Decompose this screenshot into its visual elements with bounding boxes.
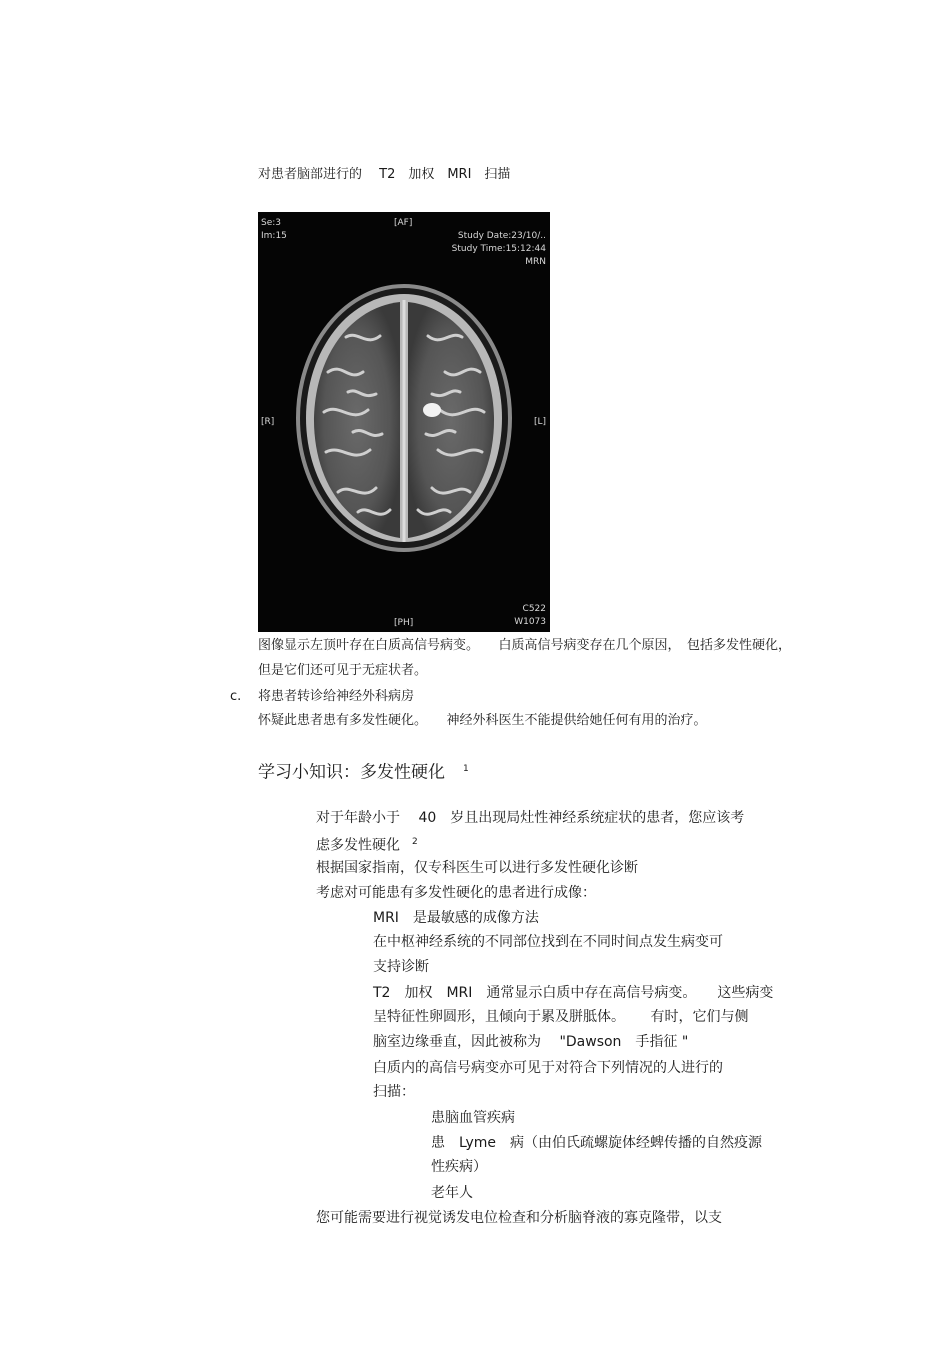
study-time-label: Study Time:15:12:44 bbox=[451, 244, 546, 254]
image-number-label: Im:15 bbox=[261, 231, 287, 241]
sub-bullet-3-line-1: T2 加权 MRI 通常显示白质中存在高信号病变。 这些病变 bbox=[373, 985, 774, 1001]
series-label: Se:3 bbox=[261, 218, 282, 228]
sub-sub-bullet-3: 老年人 bbox=[431, 1185, 473, 1201]
mri-scan-image bbox=[258, 212, 550, 632]
sub-bullet-2-line-1: 在中枢神经系统的不同部位找到在不同时间点发生病变可 bbox=[373, 934, 723, 950]
orientation-bottom-label: [PH] bbox=[394, 618, 414, 628]
sub-bullet-3-line-2: 呈特征性卵圆形，且倾向于累及胼胝体。 有时，它们与侧 bbox=[373, 1009, 749, 1025]
brain-mri-graphic bbox=[258, 212, 550, 632]
mrn-label: MRN bbox=[525, 257, 546, 267]
study-date-label: Study Date:23/10/.. bbox=[457, 231, 546, 241]
sub-sub-bullet-2-line-2: 性疾病） bbox=[431, 1159, 487, 1175]
section-title-text: 学习小知识：多发性硬化 bbox=[258, 762, 445, 783]
orientation-right-label: [R] bbox=[261, 417, 275, 427]
orientation-top-label: [AF] bbox=[394, 218, 413, 228]
sub-bullet-1: MRI 是最敏感的成像方法 bbox=[373, 910, 539, 926]
bullet-3: 考虑对可能患有多发性硬化的患者进行成像： bbox=[316, 885, 596, 901]
sub-bullet-2-line-2: 支持诊断 bbox=[373, 959, 429, 975]
bullet-1-line-2 bbox=[316, 833, 418, 855]
bullet-4: 您可能需要进行视觉诱发电位检查和分析脑脊液的寡克隆带，以支 bbox=[316, 1210, 722, 1226]
findings-line-2: 但是它们还可见于无症状者。 bbox=[258, 663, 428, 678]
orientation-left-label: [L] bbox=[533, 417, 546, 427]
sub-bullet-4-line-2: 扫描： bbox=[373, 1084, 415, 1100]
bullet-1-line-1: 对于年龄小于 40 岁且出现局灶性神经系统症状的患者，您应该考 bbox=[316, 810, 745, 826]
title-reference: 1 bbox=[463, 764, 469, 774]
section-title bbox=[258, 758, 469, 784]
bullet-1-reference: 2 bbox=[412, 837, 418, 847]
window-width-label: W1073 bbox=[514, 617, 546, 627]
findings-line-1: 图像显示左顶叶存在白质高信号病变。 白质高信号病变存在几个原因， 包括多发性硬化， bbox=[258, 638, 792, 653]
window-center-label: C522 bbox=[522, 604, 546, 614]
sub-bullet-4-line-1: 白质内的高信号病变亦可见于对符合下列情况的人进行的 bbox=[373, 1060, 723, 1076]
option-c-text: 将患者转诊给神经外科病房 bbox=[258, 689, 415, 704]
option-c-marker: c. bbox=[230, 689, 242, 704]
option-c-explanation: 怀疑此患者患有多发性硬化。 神经外科医生不能提供给她任何有用的治疗。 bbox=[258, 713, 707, 728]
figure-caption: 对患者脑部进行的 T2 加权 MRI 扫描 bbox=[258, 167, 511, 182]
sub-bullet-3-line-3: 脑室边缘垂直，因此被称为 "Dawson 手指征 " bbox=[373, 1034, 689, 1050]
bullet-2: 根据国家指南，仅专科医生可以进行多发性硬化诊断 bbox=[316, 860, 638, 876]
bullet-1-text: 虑多发性硬化 bbox=[316, 837, 400, 854]
sub-sub-bullet-1: 患脑血管疾病 bbox=[431, 1110, 515, 1126]
sub-sub-bullet-2-line-1: 患 Lyme 病（由伯氏疏螺旋体经蜱传播的自然疫源 bbox=[431, 1135, 763, 1151]
